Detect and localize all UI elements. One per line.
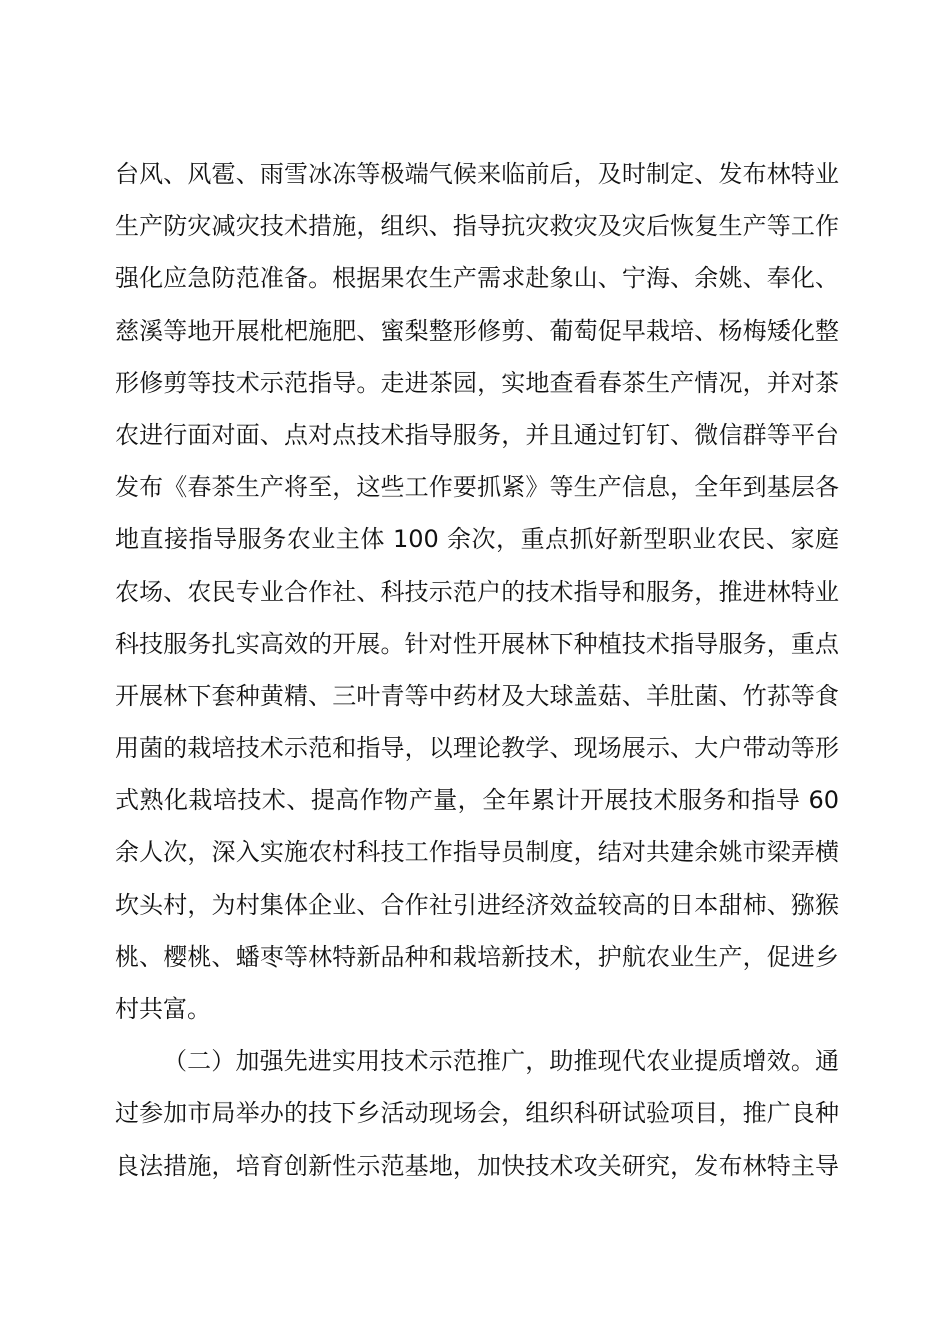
- text-line: 坎头村，为村集体企业、合作社引进经济效益较高的日本甜柿、猕猴: [115, 890, 839, 919]
- text-line: 式熟化栽培技术、提高作物产量，全年累计开展技术服务和指导 60: [115, 786, 839, 815]
- text-line: 过参加市局举办的技下乡活动现场会，组织科研试验项目，推广良种: [115, 1099, 839, 1128]
- text-line: 余人次，深入实施农村科技工作指导员制度，结对共建余姚市梁弄横: [115, 838, 839, 867]
- text-line: 台风、风雹、雨雪冰冻等极端气候来临前后，及时制定、发布林特业: [115, 160, 839, 188]
- text-line: 慈溪等地开展枇杷施肥、蜜梨整形修剪、葡萄促早栽培、杨梅矮化整: [115, 316, 839, 345]
- paragraph-1: [115, 148, 839, 1035]
- text-line-last: 村共富。: [115, 995, 211, 1023]
- text-line: 形修剪等技术示范指导。走进茶园，实地查看春茶生产情况，并对茶: [115, 368, 839, 397]
- text-line: 农进行面对面、点对点技术指导服务，并且通过钉钉、微信群等平台: [115, 420, 839, 449]
- text-line: 农场、农民专业合作社、科技示范户的技术指导和服务，推进林特业: [115, 577, 839, 606]
- text-line: 强化应急防范准备。根据果农生产需求赴象山、宁海、余姚、奉化、: [115, 264, 839, 293]
- text-line: 地直接指导服务农业主体 100 余次，重点抓好新型职业农民、家庭: [115, 525, 839, 554]
- text-line: 桃、樱桃、蟠枣等林特新品种和栽培新技术，护航农业生产，促进乡: [115, 942, 839, 971]
- text-line: 用菌的栽培技术示范和指导，以理论教学、现场展示、大户带动等形: [115, 734, 839, 763]
- text-line: 发布《春茶生产将至，这些工作要抓紧》等生产信息，全年到基层各: [115, 473, 839, 502]
- text-line-first: （二）加强先进实用技术示范推广，助推现代农业提质增效。通: [163, 1047, 839, 1076]
- paragraph-2: [115, 1035, 839, 1192]
- text-line: 开展林下套种黄精、三叶青等中药材及大球盖菇、羊肚菌、竹荪等食: [115, 681, 839, 710]
- text-line: 良法措施，培育创新性示范基地，加快技术攻关研究，发布林特主导: [115, 1151, 839, 1180]
- text-line: 生产防灾减灾技术措施，组织、指导抗灾救灾及灾后恢复生产等工作: [115, 212, 839, 241]
- text-line: 科技服务扎实高效的开展。针对性开展林下种植技术指导服务，重点: [115, 629, 839, 658]
- body-text: [115, 148, 839, 1192]
